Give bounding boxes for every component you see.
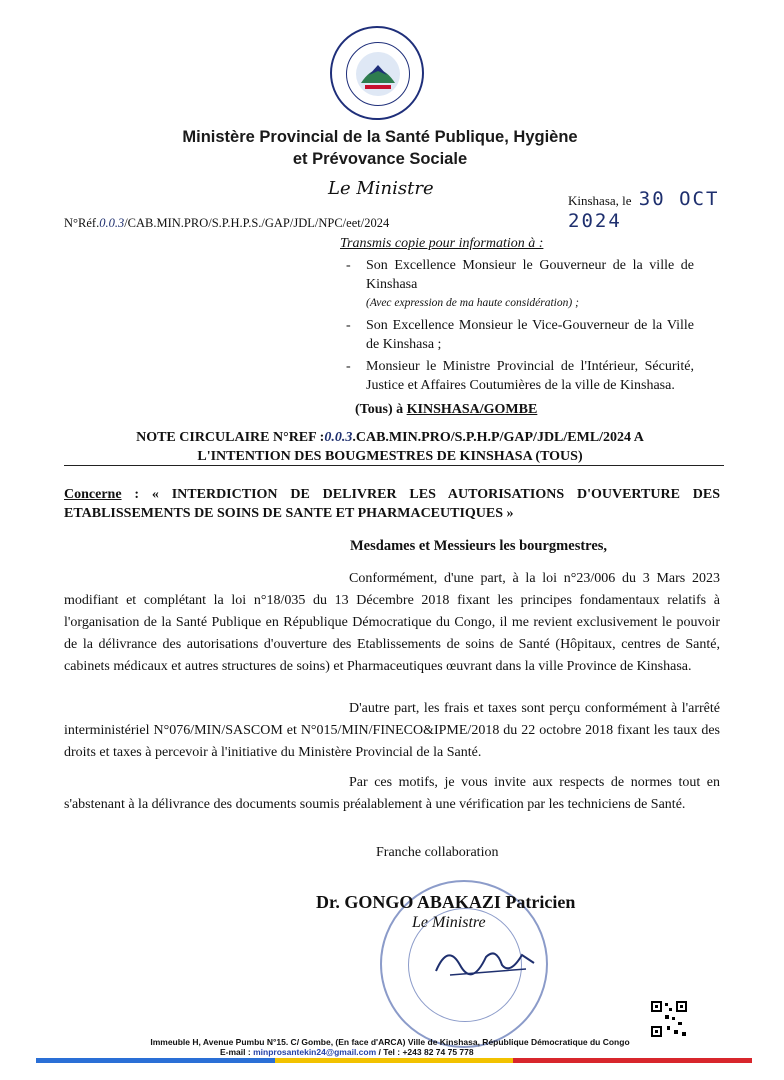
le-ministre-heading: Le Ministre [328, 178, 434, 199]
date-line [568, 188, 784, 232]
copy-recipient [344, 357, 694, 395]
salutation: Mesdames et Messieurs les bourgmestres, [350, 538, 608, 554]
ministry-title [120, 126, 640, 170]
footer-contact [220, 1047, 474, 1057]
reference-handwritten-number: 0.0.3 [99, 216, 125, 230]
signatory-title: Le Ministre [412, 914, 486, 931]
copy-recipient-list [344, 256, 694, 398]
reference-number [64, 216, 389, 231]
flag-band-red [513, 1058, 752, 1063]
circular-title [70, 428, 710, 466]
copy-heading: Transmis copie pour information à : [340, 236, 544, 251]
tous-destination [355, 402, 537, 418]
handwritten-signature-icon [430, 935, 540, 985]
recipient-text: Son Excellence Monsieur le Gouverneur de la ville de Kinshasa [366, 258, 694, 292]
subject-block [64, 485, 720, 523]
body-paragraph-3: Par ces motifs, je vous invite aux respects de normes tout en s'abstenant à la délivrance des documents soumis préalablement à une vérification par les techniciens de Santé. [64, 775, 720, 812]
body-paragraph-1: Conformément, d'une part, à la loi n°23/006 du 3 Mars 2023 modifiant et complétant la loi n°18/035 du 13 Décembre 2018 fixant les principes fondamentaux relatifs à l'organisation de la Santé Publique en République Démocratique du Congo, il me revient exclusivement le pouvoir de la délivrance des autorisations d'ouverture des Etablissements de soins de Santé (Hôpitaux, centres de Santé, cabinets médicaux et autres structures de soins) et Pharmaceutiques œuvrant dans la ville Province de Kinshasa. [64, 571, 720, 674]
leopard-emblem-icon [347, 43, 409, 105]
ministry-line-2: et Prévovance Sociale [292, 150, 468, 168]
closing-line: Franche collaboration [376, 845, 499, 860]
body-paragraph-2: D'autre part, les frais et taxes sont perçu conformément à l'arrêté interministériel N°076/MIN/SASCOM et N°015/MIN/FINECO&IPME/2018 du 22 octobre 2018 fixant les taux des droits et taxes à percevoir à l'initiative du Ministère Provincial de la Santé. [64, 701, 720, 760]
footer-email-label: E-mail : [220, 1047, 251, 1057]
seal-emblem [346, 42, 410, 106]
recipient-note: (Avec expression de ma haute considération) ; [366, 297, 579, 309]
circular-prefix: NOTE CIRCULAIRE N°REF : [136, 430, 325, 445]
date-stamp: 30 OCT 2024 [568, 188, 720, 232]
ministry-line-1: Ministère Provincial de la Santé Publique, Hygiène [182, 128, 578, 146]
flag-band-yellow [275, 1058, 514, 1063]
copy-recipient [344, 316, 694, 354]
flag-color-band [36, 1058, 752, 1063]
signatory-name: Dr. GONGO ABAKAZI Patricien [316, 892, 576, 912]
circular-handwritten-number: 0.0.3 [324, 430, 353, 445]
copy-recipient [344, 256, 694, 313]
recipient-text: Monsieur le Ministre Provincial de l'Intérieur, Sécurité, Justice et Affaires Coutumières de la ville de Kinshasa. [366, 359, 694, 393]
ministry-seal [330, 26, 424, 120]
subject-label: Concerne [64, 487, 122, 502]
circular-suffix: .CAB.MIN.PRO/S.P.H.P/GAP/JDL/EML/2024 A [352, 430, 644, 445]
date-prefix: Kinshasa, le [568, 193, 632, 208]
footer-tel: / Tel : +243 82 74 75 778 [378, 1047, 474, 1057]
subject-text: : « INTERDICTION DE DELIVRER LES AUTORISATIONS D'OUVERTURE DES ETABLISSEMENTS DE SOINS DE SANTE ET PHARMACEUTIQUES » [64, 487, 720, 521]
reference-prefix: N°Réf. [64, 216, 100, 230]
reference-suffix: /CAB.MIN.PRO/S.P.H.P.S./GAP/JDL/NPC/eet/2024 [124, 216, 390, 230]
footer-address: Immeuble H, Avenue Pumbu N°15. C/ Gombe, (En face d'ARCA) Ville de Kinshasa, République Démocratique du Congo [150, 1037, 630, 1047]
circular-line-2: L'INTENTION DES BOUGMESTRES DE KINSHASA (TOUS) [197, 449, 583, 464]
footer-email[interactable]: minprosantekin24@gmail.com [253, 1047, 377, 1057]
flag-band-blue [36, 1058, 275, 1063]
circular-line-1 [70, 428, 710, 447]
qr-code-icon [650, 1000, 688, 1038]
tous-prefix: (Tous) à [355, 402, 404, 417]
tous-place: KINSHASA/GOMBE [406, 402, 538, 417]
recipient-text: Son Excellence Monsieur le Vice-Gouverneur de la Ville de Kinshasa ; [366, 318, 694, 352]
divider-rule [64, 465, 724, 466]
